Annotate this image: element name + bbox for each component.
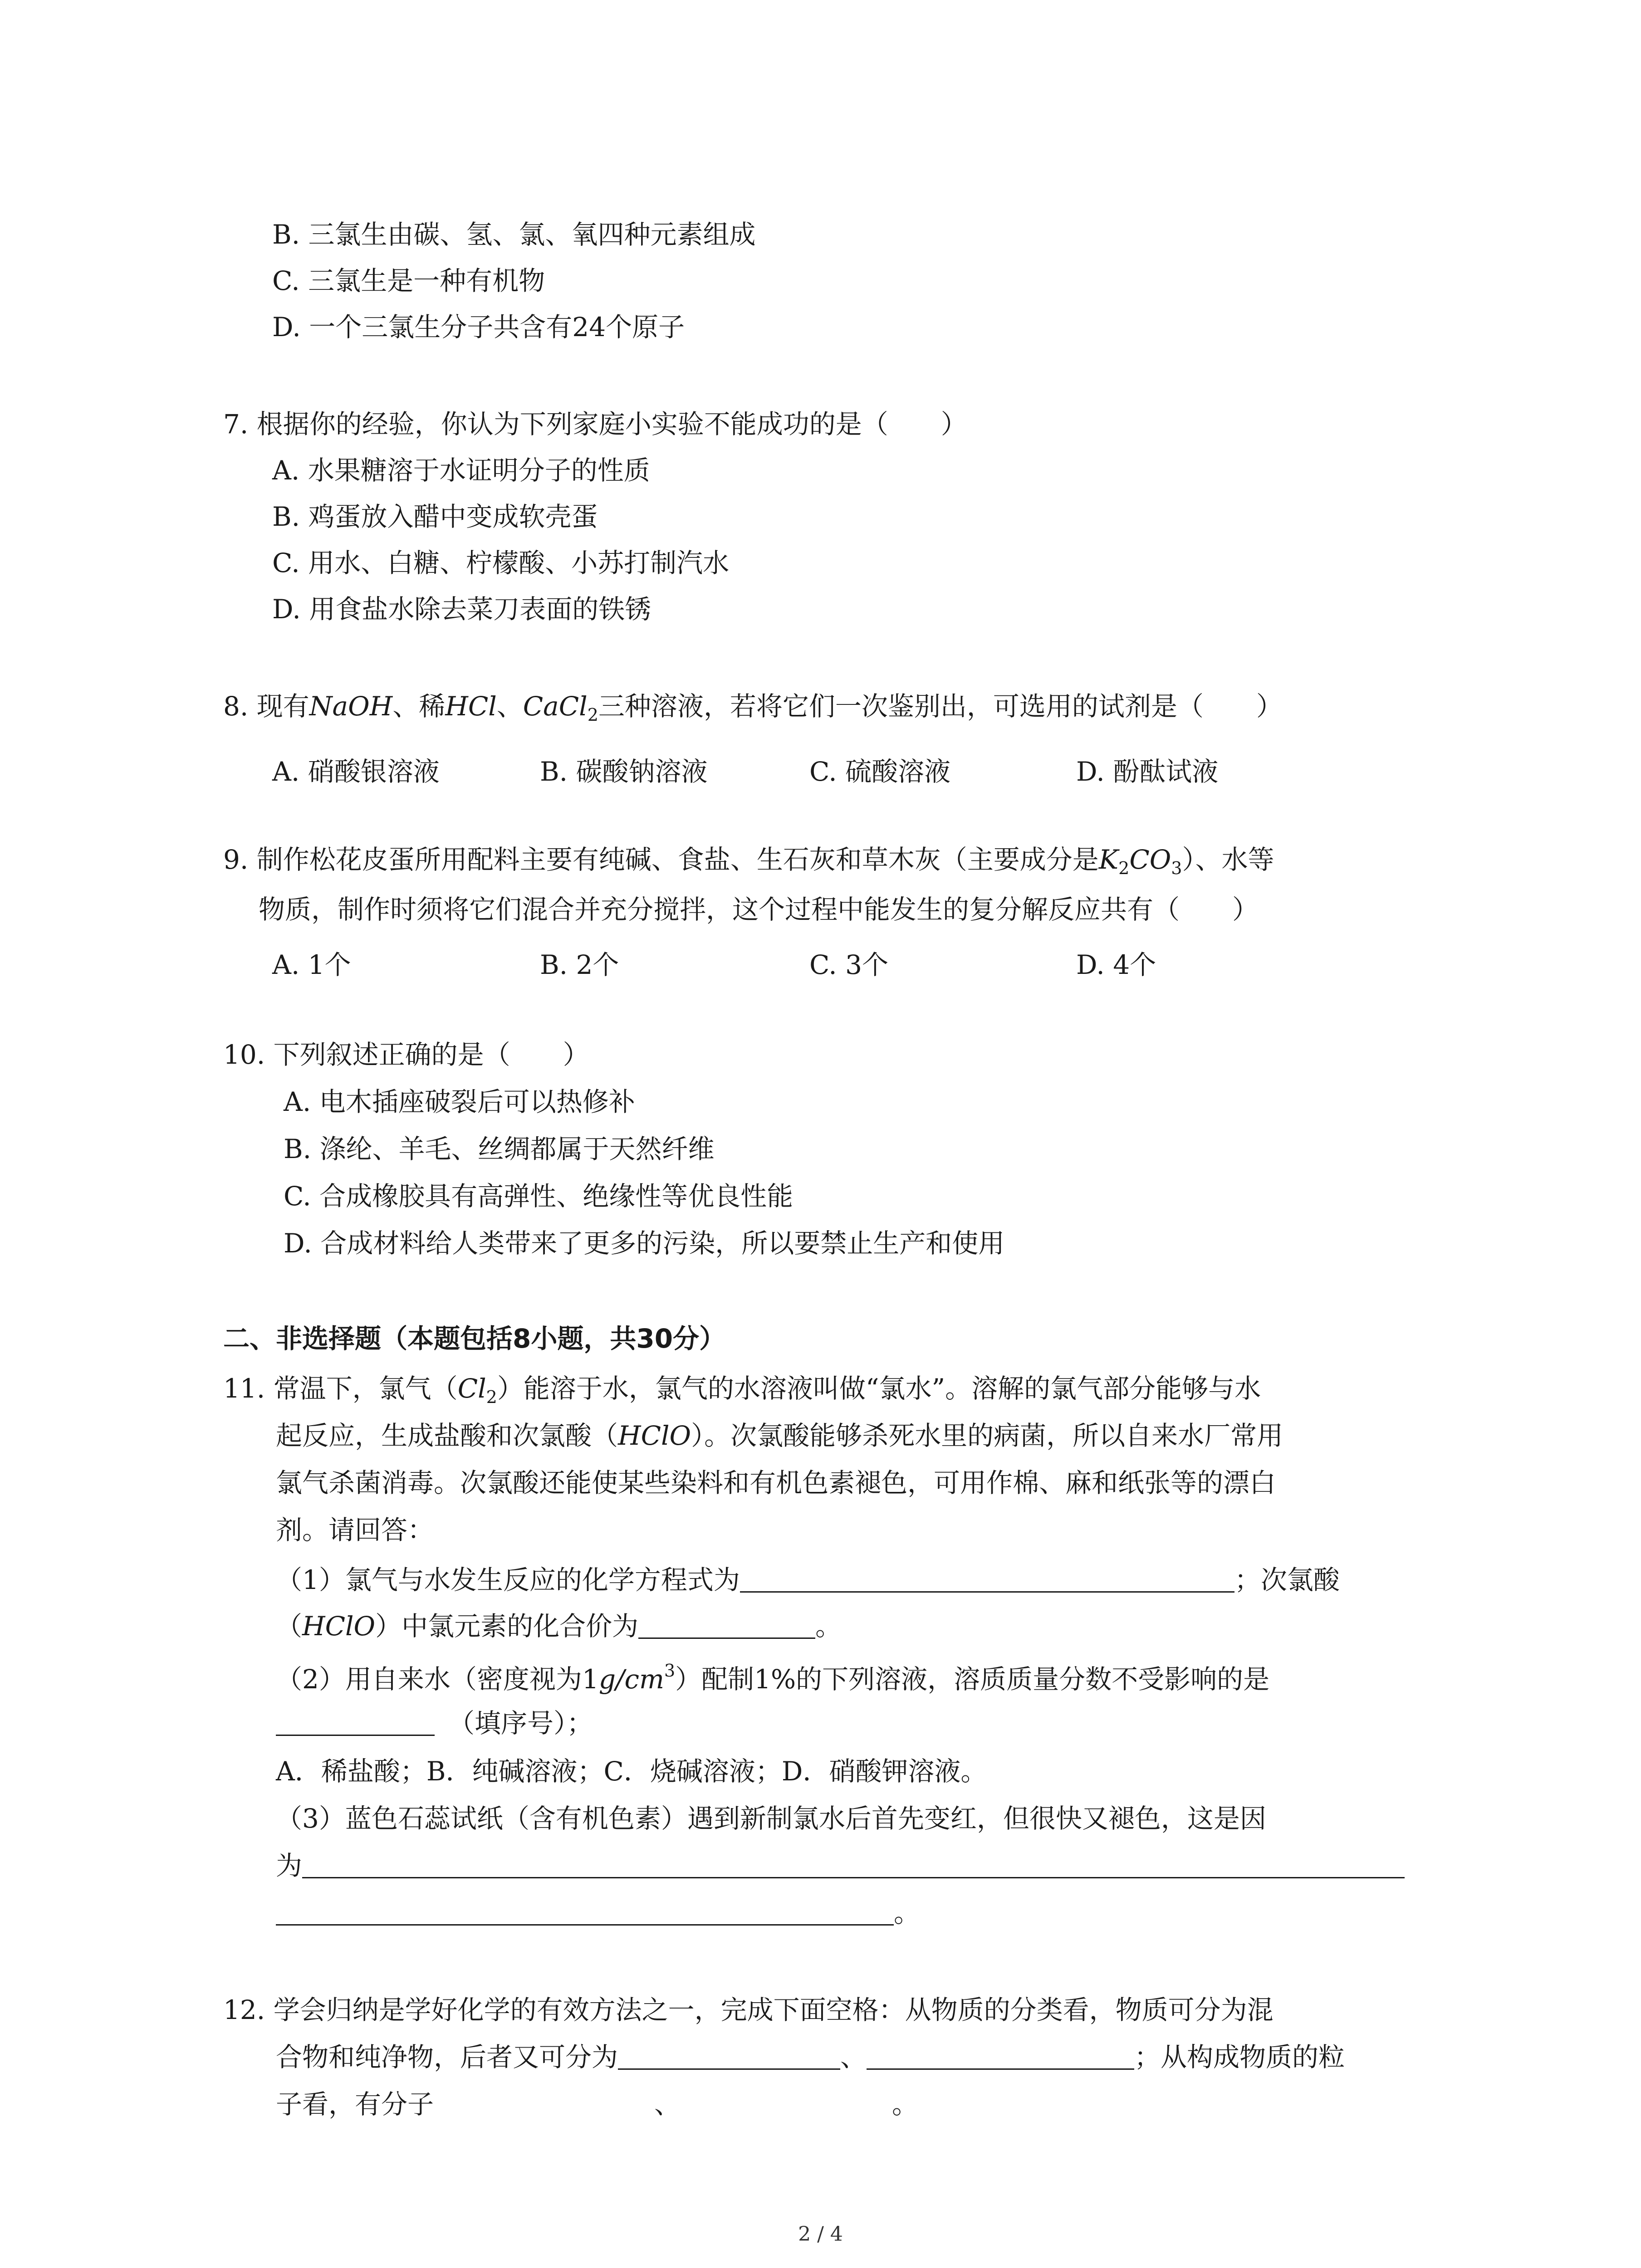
q9-line1-pre: 9. 制作松花皮蛋所用配料主要有纯碱、食盐、生石灰和草木灰（主要成分是 — [223, 844, 1099, 875]
q9-line1-post: ）、水等 — [1182, 844, 1274, 875]
q12-line1: 12. 学会归纳是学好化学的有效方法之一，完成下面空格：从物质的分类看，物质可分为混 — [223, 1994, 1274, 2025]
q6-option-c: C. 三氯生是一种有机物 — [272, 265, 545, 296]
formula-k: K — [1098, 844, 1119, 875]
q12-l3-pre: 子看，有分子 — [276, 2089, 434, 2120]
q8-sep1: 、稀 — [392, 691, 446, 722]
answer-blank-equation[interactable] — [740, 1568, 1234, 1593]
q11-part2b — [276, 1708, 593, 1739]
formula-hclo-2: HClO — [302, 1611, 376, 1642]
q12-l3-sep: 、 — [654, 2089, 681, 2120]
q8-option-c: C. 硫酸溶液 — [809, 756, 951, 787]
q8-option-d: D. 酚酞试液 — [1076, 756, 1219, 787]
q11-part3: （3）蓝色石蕊试纸（含有机色素）遇到新制氯水后首先变红，但很快又褪色，这是因 — [276, 1803, 1266, 1834]
q11-p3c-end: 。 — [894, 1897, 921, 1928]
q11-line3: 氯气杀菌消毒。次氯酸还能使某些染料和有机色素褪色，可用作棉、麻和纸张等的漂白 — [276, 1467, 1276, 1498]
q10-option-c: C. 合成橡胶具有高弹性、绝缘性等优良性能 — [284, 1181, 794, 1212]
q9-option-c: C. 3个 — [809, 949, 889, 980]
answer-blank-choice[interactable] — [276, 1711, 435, 1736]
q11-p3b: 为 — [276, 1850, 303, 1881]
q9-stem-line1 — [223, 846, 1274, 877]
q11-part3c — [276, 1897, 921, 1928]
formula-naoh: NaOH — [309, 691, 393, 722]
q8-stem-post: 三种溶液，若将它们一次鉴别出，可选用的试剂是（ ） — [598, 691, 1283, 722]
formula-k-sub: 2 — [1118, 858, 1130, 878]
q11-line1 — [223, 1375, 1261, 1406]
q8-stem-pre: 8. 现有 — [223, 691, 309, 722]
unit-sup: 3 — [664, 1661, 676, 1681]
q10-option-a: A. 电木插座破裂后可以热修补 — [284, 1086, 635, 1117]
answer-blank-reason-1[interactable] — [302, 1853, 1405, 1878]
q12-line2 — [276, 2044, 1345, 2070]
q11-choices: A．稀盐酸；B．纯碱溶液；C．烧碱溶液；D．硝酸钾溶液。 — [276, 1756, 987, 1787]
q10-stem: 10. 下列叙述正确的是（ ） — [223, 1039, 589, 1070]
q6-option-d: D. 一个三氯生分子共含有24个原子 — [272, 312, 685, 342]
q11-part1b — [276, 1611, 842, 1642]
q7-stem: 7. 根据你的经验，你认为下列家庭小实验不能成功的是（ ） — [223, 409, 967, 440]
q11-part1 — [276, 1564, 1340, 1595]
q7-option-b: B. 鸡蛋放入醋中变成软壳蛋 — [272, 501, 598, 532]
q12-l3-end: 。 — [892, 2089, 919, 2120]
q11-p1b-pre: （ — [276, 1611, 303, 1642]
q9-stem-line2: 物质，制作时须将它们混合并充分搅拌，这个过程中能发生的复分解反应共有（ ） — [259, 894, 1259, 925]
page-number: 2 / 4 — [798, 2223, 843, 2246]
q11-p1-pre: （1）氯气与水发生反应的化学方程式为 — [276, 1564, 740, 1595]
q11-line2 — [276, 1422, 1283, 1449]
q10-option-b: B. 涤纶、羊毛、丝绸都属于天然纤维 — [284, 1134, 715, 1164]
formula-cacl2: CaCl — [523, 691, 588, 722]
q11-part3b — [276, 1850, 1405, 1881]
unit-g-cm: g/cm — [598, 1664, 664, 1695]
q10-option-d: D. 合成材料给人类带来了更多的污染，所以要禁止生产和使用 — [284, 1228, 1005, 1259]
q11-l1-pre: 11. 常温下，氯气（ — [223, 1373, 458, 1404]
q11-part2 — [276, 1661, 1270, 1695]
q12-l2-sep: 、 — [840, 2042, 867, 2072]
q9-option-d: D. 4个 — [1076, 949, 1156, 980]
q11-p1-mid: ；次氯酸 — [1234, 1564, 1340, 1595]
answer-blank-reason-2[interactable] — [276, 1901, 894, 1926]
q11-line4: 剂。请回答： — [276, 1515, 434, 1545]
formula-hcl: HCl — [445, 691, 497, 722]
q11-l2-pre: 起反应，生成盐酸和次氯酸（ — [276, 1420, 618, 1451]
q11-l2-post: ）。次氯酸能够杀死水里的病菌，所以自来水厂常用 — [691, 1420, 1283, 1451]
q11-p2b: （填序号）； — [448, 1708, 593, 1739]
q6-option-b: B. 三氯生由碳、氢、氯、氧四种元素组成 — [272, 219, 756, 250]
q11-l1-post: ）能溶于水，氯气的水溶液叫做“氯水”。溶解的氯气部分能够与水 — [497, 1373, 1261, 1404]
q11-p2-post: ）配制1%的下列溶液，溶质质量分数不受影响的是 — [675, 1664, 1270, 1695]
q11-p1b-mid: ）中氯元素的化合价为 — [375, 1611, 639, 1642]
answer-blank-class-1[interactable] — [618, 2045, 840, 2070]
formula-cacl2-sub: 2 — [587, 705, 598, 725]
q12-line3 — [276, 2089, 919, 2120]
formula-hclo: HClO — [618, 1420, 691, 1451]
q8-stem — [223, 693, 1283, 723]
formula-co: CO — [1129, 844, 1171, 875]
q11-p2-pre: （2）用自来水（密度视为1 — [276, 1664, 599, 1695]
answer-blank-class-2[interactable] — [867, 2045, 1134, 2070]
answer-blank-valence[interactable] — [638, 1614, 815, 1639]
q7-option-d: D. 用食盐水除去菜刀表面的铁锈 — [272, 594, 652, 625]
formula-cl-sub: 2 — [486, 1387, 497, 1407]
q9-option-a: A. 1个 — [272, 949, 351, 980]
section-heading: 二、非选择题（本题包括8小题，共30分） — [223, 1323, 726, 1354]
q12-l2-pre: 合物和纯净物，后者又可分为 — [276, 2042, 618, 2072]
q11-p1b-end: 。 — [815, 1611, 842, 1642]
q8-option-b: B. 碳酸钠溶液 — [540, 756, 708, 787]
q9-option-b: B. 2个 — [540, 949, 619, 980]
formula-cl: Cl — [457, 1373, 486, 1404]
formula-co-sub: 3 — [1171, 858, 1182, 878]
q8-option-a: A. 硝酸银溶液 — [272, 756, 440, 787]
q7-option-c: C. 用水、白糖、柠檬酸、小苏打制汽水 — [272, 547, 730, 578]
q12-l2-post: ；从构成物质的粒 — [1134, 2042, 1345, 2072]
q8-sep2: 、 — [496, 691, 523, 722]
q7-option-a: A. 水果糖溶于水证明分子的性质 — [272, 455, 650, 486]
